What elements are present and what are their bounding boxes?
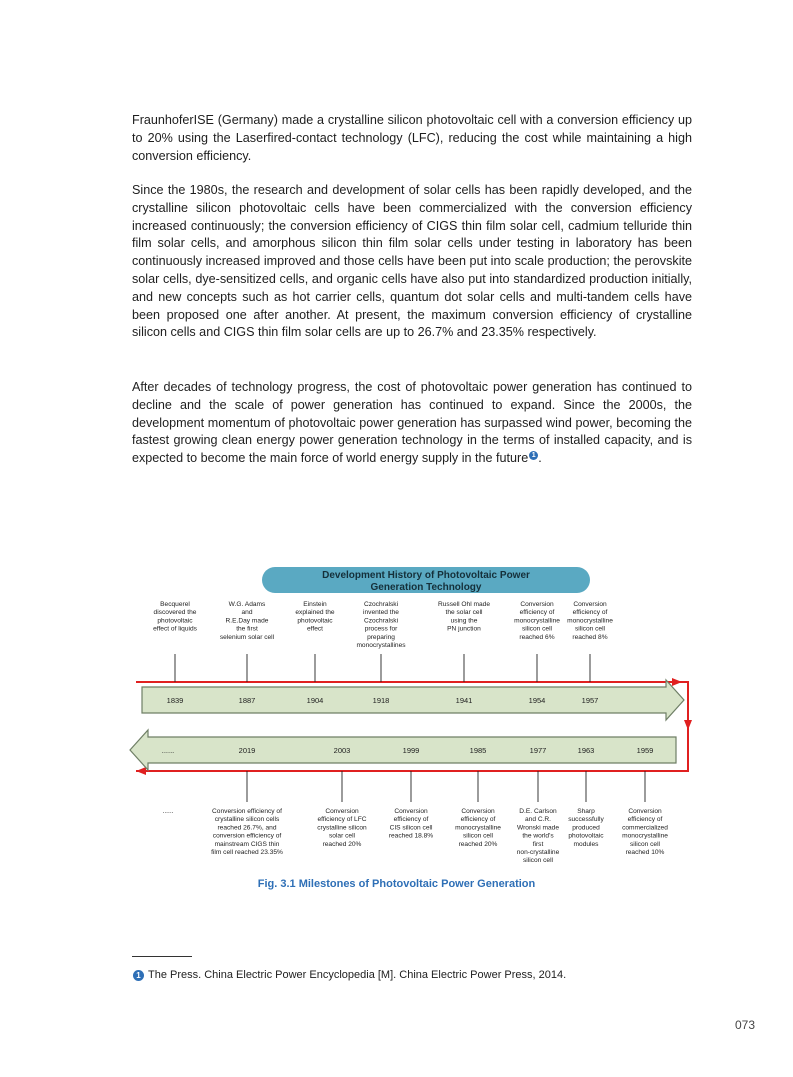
milestone-desc-line: ...... — [162, 808, 174, 815]
timeline-diagram — [0, 560, 793, 900]
milestone-desc-line: reached 6% — [519, 633, 555, 641]
milestone-desc-line: produced — [572, 824, 600, 832]
milestone-desc-line: reached 18.8% — [388, 832, 434, 840]
red-arrowhead-left — [136, 767, 146, 775]
milestone-desc-line: process for — [364, 625, 398, 633]
milestone-desc-line: photovoltaic — [157, 617, 193, 625]
milestone-year: ...... — [161, 746, 175, 755]
milestone-desc-line: monocrystalline — [567, 617, 613, 625]
milestone-year: 1839 — [166, 696, 184, 705]
milestone-year: 2019 — [238, 746, 256, 755]
milestone-desc-line: photovoltaic — [568, 832, 604, 840]
milestone-desc-line: D.E. Carlson — [519, 808, 557, 815]
milestone-desc-line: crystalline silicon cells — [214, 816, 280, 824]
milestone-desc-line: using the — [450, 617, 478, 625]
milestone-desc-line: monocrystalline — [514, 617, 560, 625]
milestone-desc-line: photovoltaic — [297, 617, 333, 625]
milestone-desc-line: PN junction — [447, 625, 481, 633]
milestone-bottom-1977 — [517, 746, 560, 864]
milestone-desc-line: modules — [573, 840, 599, 848]
paragraph-1: FraunhoferISE (Germany) made a crystalline silicon photovoltaic cell with a conversion efficiency up to 20% using the Laserfired-contact technology (LFC), reducing the cost while maintaining a high conversion efficiency. — [132, 113, 692, 163]
milestone-desc-line: and C.R. — [524, 816, 552, 824]
milestone-desc-line: W.G. Adams — [228, 601, 266, 608]
milestone-desc-line: Wronski made — [516, 824, 560, 832]
footnote-reference-marker[interactable]: 1 — [529, 451, 538, 460]
milestone-desc-line: efficiency of — [460, 816, 496, 824]
figure-title-line2: Generation Technology — [370, 582, 482, 593]
milestone-desc-line: Russell Ohl made — [437, 601, 491, 608]
milestone-desc-line: film cell reached 23.35% — [211, 849, 283, 856]
milestone-desc-line: silicon cell — [521, 625, 553, 633]
milestone-desc-line: CIS silicon cell — [389, 824, 433, 832]
milestone-desc-line: mainstream CIGS thin — [214, 840, 280, 848]
milestone-desc-line: Becquerel — [160, 601, 190, 608]
milestone-desc-line: Conversion — [394, 808, 428, 815]
milestone-desc-line: silicon cell — [574, 625, 606, 633]
figure-title-line1: Development History of Photovoltaic Power — [322, 570, 530, 581]
milestone-desc-line: selenium solar cell — [219, 633, 275, 641]
milestone-desc-line: efficiency of — [393, 816, 429, 824]
milestone-year: 1999 — [402, 746, 420, 755]
milestone-desc-line: reached 10% — [625, 849, 665, 856]
milestone-year: 1941 — [455, 696, 473, 705]
milestone-desc-line: and — [241, 609, 253, 617]
milestone-desc-line: reached 20% — [322, 840, 362, 848]
milestone-desc-line: Einstein — [303, 601, 327, 608]
milestone-desc-line: Conversion — [461, 808, 495, 815]
red-arrowhead-right — [672, 678, 682, 686]
milestone-desc-line: the world's — [522, 832, 554, 840]
milestone-year: 1918 — [372, 696, 390, 705]
milestone-year: 2003 — [333, 746, 351, 755]
milestone-desc-line: silicon cell — [462, 832, 494, 840]
milestone-desc-line: silicon cell — [522, 857, 554, 865]
milestone-year: 1887 — [238, 696, 256, 705]
milestone-desc-line: conversion efficiency of — [212, 832, 282, 840]
milestone-desc-line: successfully — [568, 816, 604, 824]
paragraph-3: After decades of technology progress, the cost of photovoltaic power generation has continued to decline and the scale of power generation has continued to expand. Since the 2000s, the development momentum of photovoltaic power generation has surpassed wind power, becoming the fastest growing clean energy power generation technology in the terms of installed capacity, and is expected to become the main force of world energy supply in the future 1 . — [132, 380, 692, 466]
milestone-year: 1959 — [636, 746, 654, 755]
milestone-desc-line: efficiency of LFC — [317, 816, 367, 824]
milestone-desc-line: explained the — [295, 609, 335, 617]
milestone-desc-line: silicon cell — [629, 840, 661, 848]
top-timeline-arrow — [142, 680, 684, 720]
milestone-desc-line: Conversion — [628, 808, 662, 815]
milestone-desc-line: first — [532, 840, 544, 848]
milestone-desc-line: solar cell — [328, 832, 356, 840]
milestone-desc-line: reached 8% — [572, 633, 608, 641]
milestone-desc-line: effect of liquids — [153, 625, 197, 633]
milestone-desc-line: invented the — [363, 609, 399, 617]
milestone-desc-line: R.E.Day made — [225, 617, 269, 625]
footnote-text: The Press. China Electric Power Encyclopedia [M]. China Electric Power Press, 2014. — [148, 969, 567, 981]
milestone-desc-line: efficiency of — [572, 609, 608, 617]
milestone-year: 1904 — [306, 696, 324, 705]
milestone-desc-line: reached 20% — [458, 840, 498, 848]
footnote-divider — [132, 956, 192, 957]
milestone-desc-line: monocrystalline — [622, 832, 668, 840]
milestone-desc-line: efficiency of — [519, 609, 555, 617]
paragraph-3-text: After decades of technology progress, the cost of photovoltaic power generation has continued to decline and the scale of power generation has continued to expand. Since the 2000s, the development momentum of photovoltaic power generation has surpassed wind power, becoming the fastest growing clean energy power generation technology in the terms of installed capacity, and is expected to become the main force of world energy supply in the future — [132, 380, 692, 466]
milestone-desc-line: Conversion — [520, 601, 554, 608]
footnote — [132, 969, 566, 981]
paragraph-2: Since the 1980s, the research and development of solar cells has been rapidly developed, and the crystalline silicon photovoltaic cells have been commercialized with the conversion efficiency increased continuously; the conversion efficiency of CIGS thin film solar cell, cadmium telluride thin film solar cells, and amorphous silicon thin film solar cells under testing in laboratory has been continuously increased improved and those cells have been put into scale production; the perovskite solar cells, dye-sensitized cells, and organic cells have also put into standardized production initially, and new concepts such as hot carrier cells, quantum dot solar cells and multi-tandem cells have been proposed one after another. At present, the maximum conversion efficiency of crystalline silicon cells and CIGS thin film solar cells are up to 26.7% and 23.35% respectively. — [132, 183, 692, 340]
page-number: 073 — [734, 1018, 755, 1032]
bottom-milestones — [162, 746, 668, 864]
red-arrowhead-down — [684, 720, 692, 730]
milestone-desc-line: crystalline silicon — [317, 824, 367, 832]
milestone-desc-line: reached 26.7%, and — [217, 824, 277, 832]
milestone-desc-line: the solar cell — [445, 609, 483, 617]
milestone-desc-line: commercialized — [622, 824, 668, 832]
milestone-desc-line: monocrystallines — [356, 642, 406, 649]
milestone-desc-line: monocrystalline — [455, 824, 501, 832]
milestone-desc-line: Czochralski — [363, 601, 399, 608]
milestone-year: 1977 — [529, 746, 547, 755]
milestone-desc-line: Czochralski — [363, 617, 399, 625]
milestone-desc-line: discovered the — [153, 609, 197, 617]
milestone-year: 1957 — [581, 696, 599, 705]
timeline-figure — [0, 560, 793, 900]
milestone-desc-line: non-crystalline — [516, 849, 560, 856]
milestone-desc-line: Sharp — [577, 808, 595, 815]
milestone-desc-line: the first — [236, 625, 258, 633]
milestone-desc-line: preparing — [367, 633, 395, 641]
milestone-desc-line: effect — [306, 625, 324, 633]
milestone-desc-line: Conversion — [573, 601, 607, 608]
milestone-desc-line: Conversion efficiency of — [212, 808, 282, 815]
milestone-year: 1954 — [528, 696, 546, 705]
figure-caption: Fig. 3.1 Milestones of Photovoltaic Power Generation — [257, 878, 536, 890]
milestone-desc-line: Conversion — [325, 808, 359, 815]
milestone-year: 1963 — [577, 746, 595, 755]
footnote-marker: 1 — [133, 970, 144, 981]
milestone-year: 1985 — [469, 746, 487, 755]
milestone-desc-line: efficiency of — [627, 816, 663, 824]
